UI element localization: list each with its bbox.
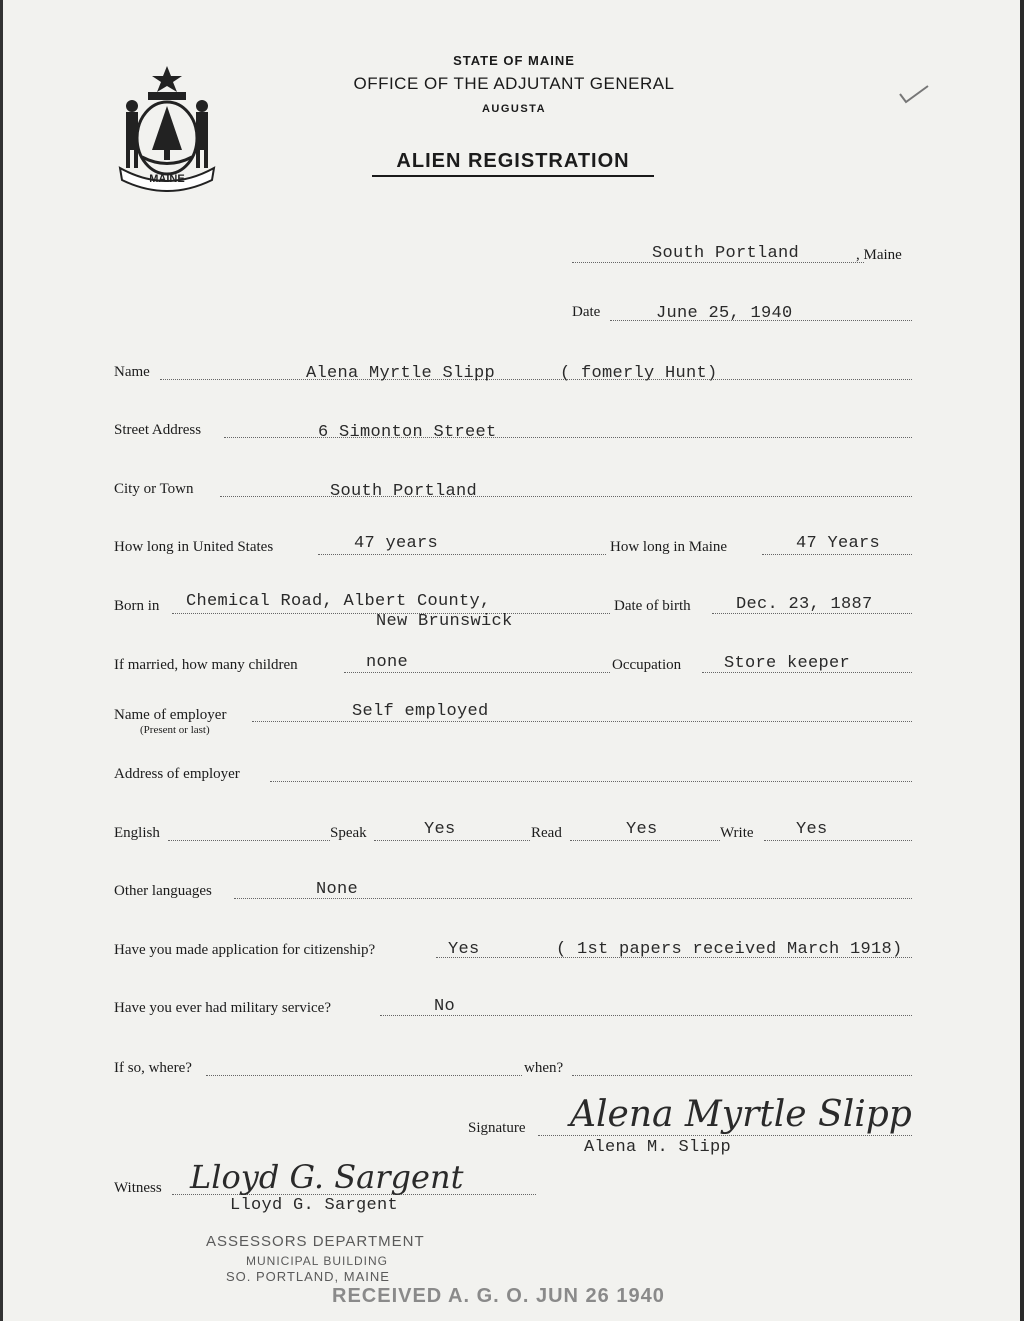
witness-script-text: Lloyd G. Sargent xyxy=(190,1158,464,1196)
speak-label: Speak xyxy=(330,825,367,841)
write-value: Yes xyxy=(796,820,828,839)
signature-script-text: Alena Myrtle Slipp xyxy=(570,1094,912,1135)
when-line xyxy=(572,1075,912,1076)
header-city: AUGUSTA xyxy=(481,103,547,115)
other-languages-label: Other languages xyxy=(114,883,212,899)
left-border xyxy=(0,0,3,1321)
witness-label: Witness xyxy=(114,1180,162,1196)
name-label: Name xyxy=(114,364,150,380)
employer-sublabel: (Present or last) xyxy=(140,724,210,736)
english-label: English xyxy=(114,825,160,841)
read-label: Read xyxy=(531,825,562,841)
form-title: ALIEN REGISTRATION xyxy=(372,150,654,177)
place-value: South Portland xyxy=(652,244,800,263)
occupation-value: Store keeper xyxy=(724,654,851,673)
witness-typed: Lloyd G. Sargent xyxy=(230,1196,399,1215)
speak-line xyxy=(374,840,530,841)
received-stamp: RECEIVED A. G. O. JUN 26 1940 xyxy=(332,1285,665,1307)
signature-label: Signature xyxy=(468,1120,526,1136)
name-note: ( fomerly Hunt) xyxy=(560,364,718,383)
write-line xyxy=(764,840,912,841)
place-suffix: , Maine xyxy=(856,247,902,263)
employer-label: Name of employer xyxy=(114,707,227,723)
name-value: Alena Myrtle Slipp xyxy=(306,364,496,383)
speak-value: Yes xyxy=(424,820,456,839)
read-value: Yes xyxy=(626,820,658,839)
maine-length-value: 47 Years xyxy=(796,534,881,553)
right-border xyxy=(1020,0,1024,1321)
signature-script xyxy=(560,1082,920,1142)
when-label: when? xyxy=(524,1060,564,1076)
born-value-line2: New Brunswick xyxy=(376,612,513,631)
us-length-label: How long in United States xyxy=(114,539,274,555)
born-label: Born in xyxy=(114,598,160,614)
seal-text: MAINE xyxy=(149,173,185,185)
maine-length-label: How long in Maine xyxy=(610,539,728,555)
other-languages-value: None xyxy=(316,880,359,899)
header-state: STATE OF MAINE xyxy=(453,53,575,68)
date-value: June 25, 1940 xyxy=(656,304,793,323)
occupation-label: Occupation xyxy=(612,657,682,673)
citizenship-value: Yes xyxy=(448,940,480,959)
street-label: Street Address xyxy=(114,422,202,438)
us-length-value: 47 years xyxy=(354,534,439,553)
header-office: OFFICE OF THE ADJUTANT GENERAL xyxy=(353,74,675,93)
stamp-line2: MUNICIPAL BUILDING xyxy=(246,1254,389,1268)
name-line xyxy=(160,379,912,380)
read-line xyxy=(570,840,720,841)
maine-length-line xyxy=(762,554,912,555)
children-label: If married, how many children xyxy=(114,657,298,673)
stamp-line1: ASSESSORS DEPARTMENT xyxy=(206,1233,425,1250)
born-value: Chemical Road, Albert County, xyxy=(186,592,491,611)
us-length-line xyxy=(318,554,606,555)
employer-line xyxy=(252,721,912,722)
city-value: South Portland xyxy=(330,482,478,501)
english-line xyxy=(168,840,330,841)
citizenship-note: ( 1st papers received March 1918) xyxy=(556,940,903,959)
city-label: City or Town xyxy=(114,481,194,497)
employer-value: Self employed xyxy=(352,702,489,721)
employer-address-line xyxy=(270,781,912,782)
date-label: Date xyxy=(572,304,601,320)
children-line xyxy=(344,672,610,673)
street-value: 6 Simonton Street xyxy=(318,423,497,442)
signature-typed: Alena M. Slipp xyxy=(584,1138,732,1157)
stamp-line3: SO. PORTLAND, MAINE xyxy=(226,1269,390,1284)
citizenship-label: Have you made application for citizenship? xyxy=(114,942,376,958)
employer-address-label: Address of employer xyxy=(114,766,240,782)
military-value: No xyxy=(434,997,456,1016)
military-label: Have you ever had military service? xyxy=(114,1000,331,1016)
children-value: none xyxy=(366,653,409,672)
witness-script xyxy=(184,1150,514,1200)
city-line xyxy=(220,496,912,497)
write-label: Write xyxy=(720,825,754,841)
military-line xyxy=(380,1015,912,1016)
dob-value: Dec. 23, 1887 xyxy=(736,595,873,614)
dob-label: Date of birth xyxy=(614,598,691,614)
where-label: If so, where? xyxy=(114,1060,192,1076)
where-line xyxy=(206,1075,522,1076)
